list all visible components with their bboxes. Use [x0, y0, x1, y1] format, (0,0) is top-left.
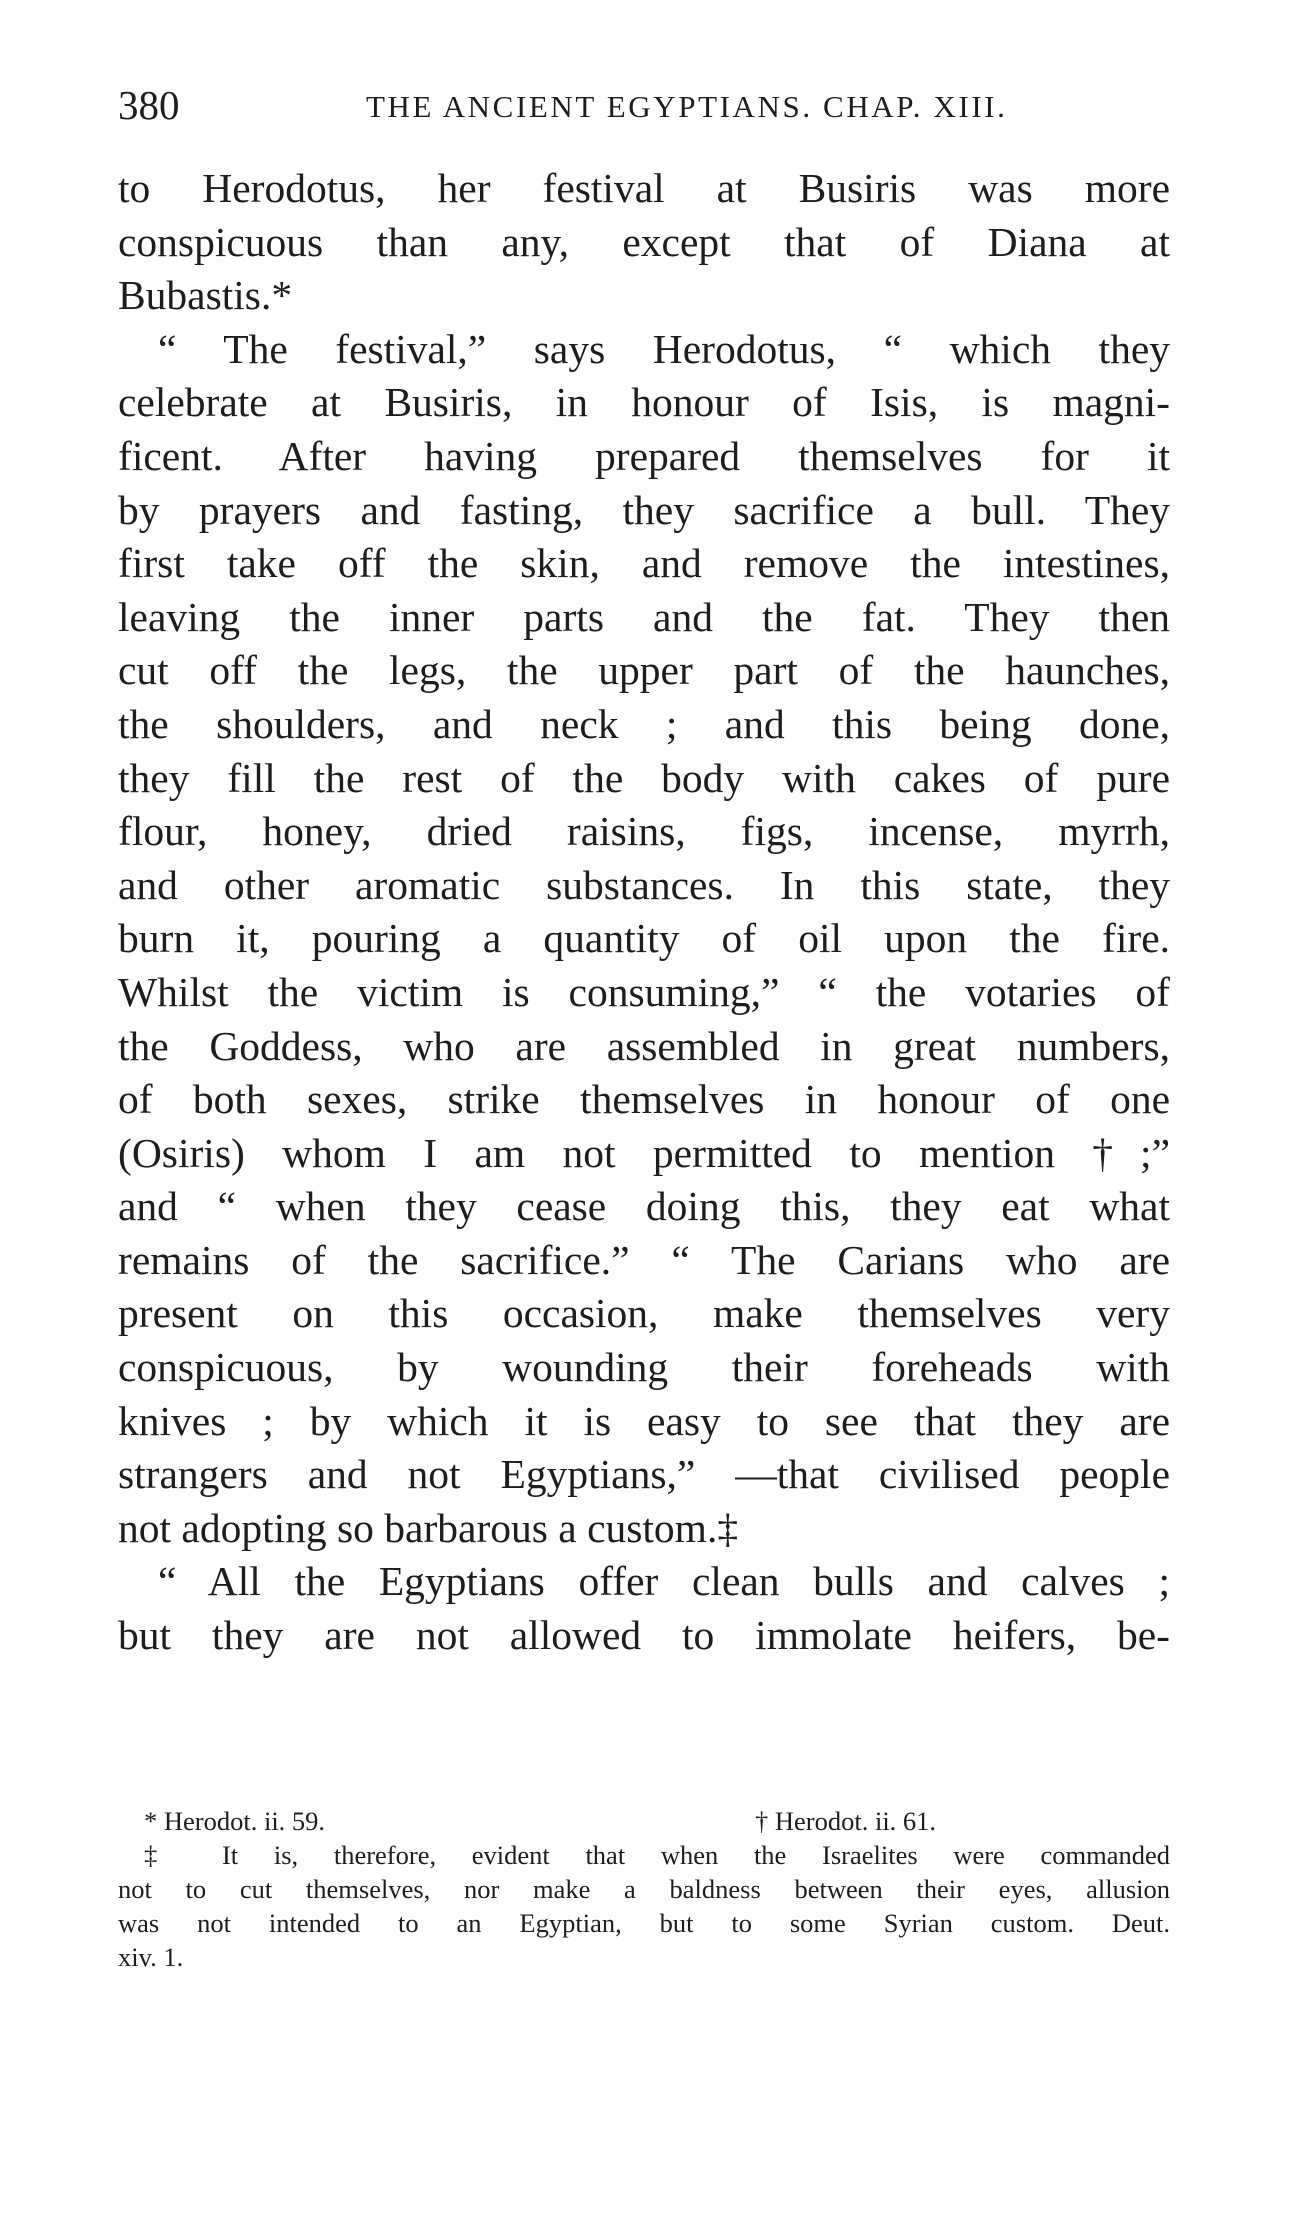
text-line: flour, honey, dried raisins, figs, incense, myrrh, [118, 808, 1170, 855]
text-line: the shoulders, and neck ; and this being done, [118, 700, 1170, 747]
text-line: cut off the legs, the upper part of the haunches, [118, 647, 1170, 694]
text-line: ficent. After having prepared themselves for it [118, 432, 1170, 479]
text-line: (Osiris) whom I am not permitted to mention †;” [118, 1129, 1170, 1176]
text-line: they fill the rest of the body with cakes of pure [118, 754, 1170, 801]
text-line: but they are not allowed to immolate heifers, be- [118, 1612, 1170, 1659]
footnote-line: ‡ It is, therefore, evident that when the Israelites were commanded [144, 1840, 1170, 1870]
text-line: “ The festival,” says Herodotus, “ which they [158, 325, 1170, 372]
footnote-row [118, 1804, 1170, 1838]
text-line: burn it, pouring a quantity of oil upon the fire. [118, 915, 1170, 962]
text-line: strangers and not Egyptians,” —that civilised people [118, 1451, 1170, 1498]
footnote-dagger: † Herodot. ii. 61. [755, 1806, 937, 1836]
text-line: conspicuous than any, except that of Diana at [118, 218, 1170, 265]
text-line: remains of the sacrifice.” “ The Carians who are [118, 1236, 1170, 1283]
text-line: Whilst the victim is consuming,” “ the votaries of [118, 968, 1170, 1015]
text-line: the Goddess, who are assembled in great numbers, [118, 1022, 1170, 1069]
text-line: of both sexes, strike themselves in honour of one [118, 1076, 1170, 1123]
text-line: “ All the Egyptians offer clean bulls and calves ; [158, 1558, 1170, 1605]
text-line: knives ; by which it is easy to see that they are [118, 1397, 1170, 1444]
text-line: by prayers and fasting, they sacrifice a bull. They [118, 486, 1170, 533]
footnotes [118, 1804, 1170, 1974]
body-text [118, 162, 1170, 1663]
text-line: leaving the inner parts and the fat. They then [118, 593, 1170, 640]
text-line: present on this occasion, make themselves very [118, 1290, 1170, 1337]
text-line: and other aromatic substances. In this state, they [118, 861, 1170, 908]
page-header [118, 80, 1170, 130]
text-line: celebrate at Busiris, in honour of Isis, is magni- [118, 379, 1170, 426]
text-line: and “ when they cease doing this, they eat what [118, 1183, 1170, 1230]
footnote-line: was not intended to an Egyptian, but to some Syrian custom. Deut. [118, 1908, 1170, 1938]
footnote-asterisk: * Herodot. ii. 59. [144, 1806, 326, 1836]
text-line: first take off the skin, and remove the intestines, [118, 540, 1170, 587]
page-number: 380 [118, 82, 180, 128]
footnote-line: not to cut themselves, nor make a baldness between their eyes, allusion [118, 1874, 1170, 1904]
footnote-line: xiv. 1. [118, 1942, 184, 1972]
text-line: conspicuous, by wounding their foreheads with [118, 1344, 1170, 1391]
text-line: to Herodotus, her festival at Busiris was more [118, 165, 1170, 211]
running-title: THE ANCIENT EGYPTIANS. CHAP. XIII. [366, 89, 1008, 124]
text-line: not adopting so barbarous a custom.‡ [118, 1504, 739, 1551]
text-line: Bubastis.* [118, 272, 293, 319]
